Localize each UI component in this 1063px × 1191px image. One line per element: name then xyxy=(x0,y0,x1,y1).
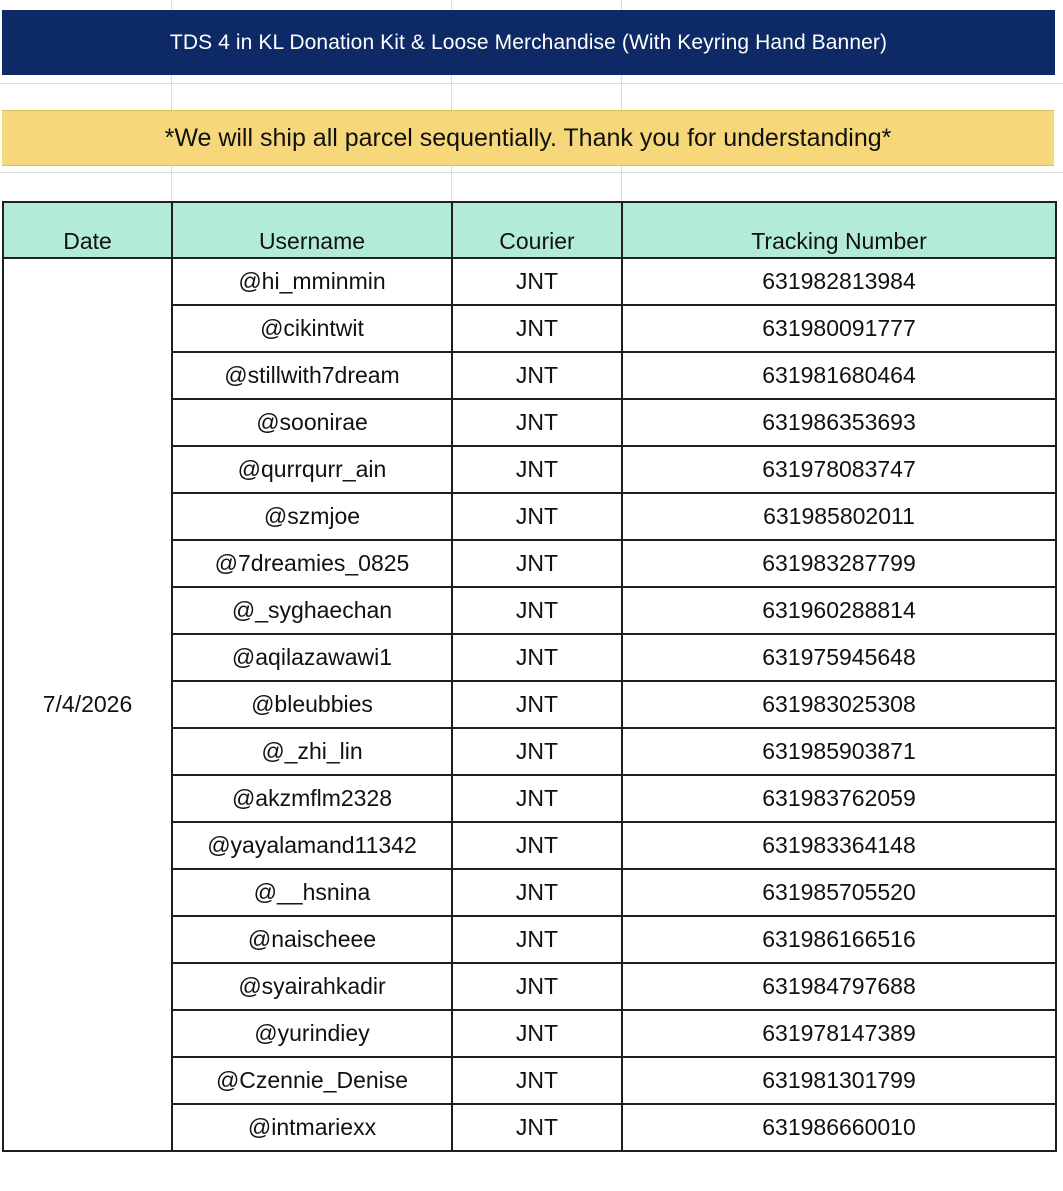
header-row xyxy=(3,202,1056,258)
table-row xyxy=(3,258,1056,305)
username-cell[interactable]: @_syghaechan xyxy=(172,587,452,634)
header-courier[interactable]: Courier xyxy=(452,202,622,258)
header-tracking-number[interactable]: Tracking Number xyxy=(622,202,1056,258)
courier-cell[interactable]: JNT xyxy=(452,399,622,446)
courier-cell[interactable]: JNT xyxy=(452,869,622,916)
tracking-number-cell[interactable]: 631985705520 xyxy=(622,869,1056,916)
tracking-number-cell[interactable]: 631983025308 xyxy=(622,681,1056,728)
username-cell[interactable]: @cikintwit xyxy=(172,305,452,352)
tracking-number-cell[interactable]: 631983364148 xyxy=(622,822,1056,869)
tracking-number-cell[interactable]: 631983762059 xyxy=(622,775,1056,822)
username-cell[interactable]: @Czennie_Denise xyxy=(172,1057,452,1104)
courier-cell[interactable]: JNT xyxy=(452,963,622,1010)
username-cell[interactable]: @_zhi_lin xyxy=(172,728,452,775)
tracking-number-cell[interactable]: 631985802011 xyxy=(622,493,1056,540)
tracking-number-cell[interactable]: 631986353693 xyxy=(622,399,1056,446)
username-cell[interactable]: @szmjoe xyxy=(172,493,452,540)
header-username[interactable]: Username xyxy=(172,202,452,258)
table-body xyxy=(3,258,1056,1151)
username-cell[interactable]: @yayalamand11342 xyxy=(172,822,452,869)
courier-cell[interactable]: JNT xyxy=(452,352,622,399)
courier-cell[interactable]: JNT xyxy=(452,1057,622,1104)
shipping-notice[interactable]: *We will ship all parcel sequentially. Thank you for understanding* xyxy=(2,110,1054,166)
courier-cell[interactable]: JNT xyxy=(452,822,622,869)
header-date[interactable]: Date xyxy=(3,202,172,258)
username-cell[interactable]: @aqilazawawi1 xyxy=(172,634,452,681)
tracking-number-cell[interactable]: 631983287799 xyxy=(622,540,1056,587)
username-cell[interactable]: @7dreamies_0825 xyxy=(172,540,452,587)
username-cell[interactable]: @bleubbies xyxy=(172,681,452,728)
username-cell[interactable]: @stillwith7dream xyxy=(172,352,452,399)
username-cell[interactable]: @soonirae xyxy=(172,399,452,446)
tracking-number-cell[interactable]: 631975945648 xyxy=(622,634,1056,681)
tracking-number-cell[interactable]: 631986166516 xyxy=(622,916,1056,963)
courier-cell[interactable]: JNT xyxy=(452,1104,622,1151)
courier-cell[interactable]: JNT xyxy=(452,634,622,681)
courier-cell[interactable]: JNT xyxy=(452,305,622,352)
tracking-number-cell[interactable]: 631981301799 xyxy=(622,1057,1056,1104)
username-cell[interactable]: @__hsnina xyxy=(172,869,452,916)
tracking-number-cell[interactable]: 631981680464 xyxy=(622,352,1056,399)
courier-cell[interactable]: JNT xyxy=(452,493,622,540)
courier-cell[interactable]: JNT xyxy=(452,258,622,305)
courier-cell[interactable]: JNT xyxy=(452,728,622,775)
grid-row-line xyxy=(0,83,1063,84)
sheet-title[interactable]: TDS 4 in KL Donation Kit & Loose Merchandise (With Keyring Hand Banner) xyxy=(2,10,1055,75)
username-cell[interactable]: @hi_mminmin xyxy=(172,258,452,305)
grid-row-line xyxy=(0,172,1063,173)
tracking-number-cell[interactable]: 631978147389 xyxy=(622,1010,1056,1057)
username-cell[interactable]: @yurindiey xyxy=(172,1010,452,1057)
courier-cell[interactable]: JNT xyxy=(452,446,622,493)
tracking-number-cell[interactable]: 631982813984 xyxy=(622,258,1056,305)
date-cell[interactable]: 7/4/2026 xyxy=(3,258,172,1151)
tracking-number-cell[interactable]: 631978083747 xyxy=(622,446,1056,493)
courier-cell[interactable]: JNT xyxy=(452,916,622,963)
tracking-number-cell[interactable]: 631960288814 xyxy=(622,587,1056,634)
courier-cell[interactable]: JNT xyxy=(452,1010,622,1057)
courier-cell[interactable]: JNT xyxy=(452,540,622,587)
tracking-number-cell[interactable]: 631985903871 xyxy=(622,728,1056,775)
username-cell[interactable]: @naischeee xyxy=(172,916,452,963)
username-cell[interactable]: @intmariexx xyxy=(172,1104,452,1151)
tracking-number-cell[interactable]: 631986660010 xyxy=(622,1104,1056,1151)
username-cell[interactable]: @akzmflm2328 xyxy=(172,775,452,822)
shipment-table xyxy=(2,201,1057,1152)
courier-cell[interactable]: JNT xyxy=(452,775,622,822)
username-cell[interactable]: @qurrqurr_ain xyxy=(172,446,452,493)
courier-cell[interactable]: JNT xyxy=(452,681,622,728)
username-cell[interactable]: @syairahkadir xyxy=(172,963,452,1010)
courier-cell[interactable]: JNT xyxy=(452,587,622,634)
tracking-number-cell[interactable]: 631984797688 xyxy=(622,963,1056,1010)
tracking-number-cell[interactable]: 631980091777 xyxy=(622,305,1056,352)
